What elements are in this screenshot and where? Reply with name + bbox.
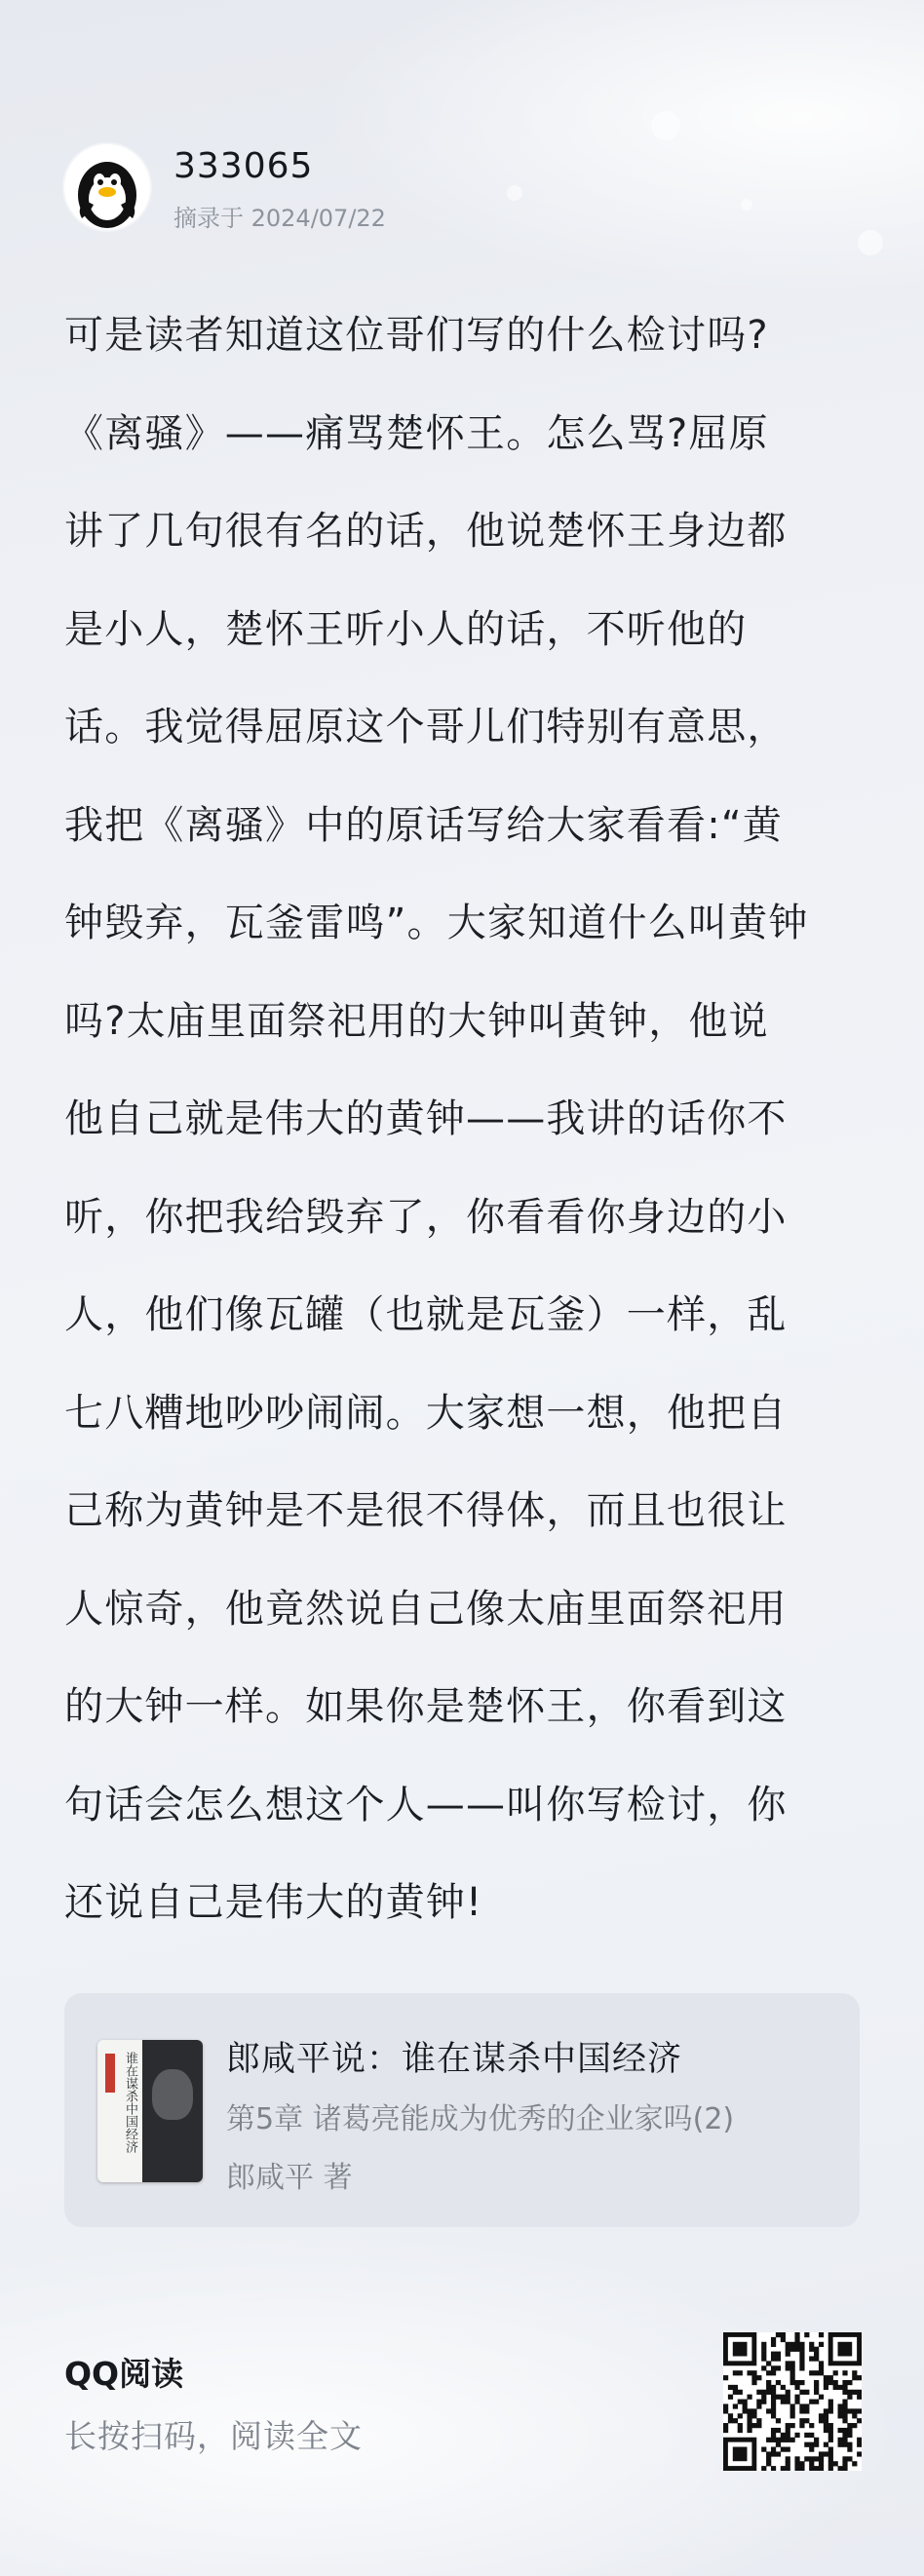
text-line: 话。我觉得屈原这个哥儿们特别有意思， — [64, 705, 788, 750]
book-author: 郎咸平 著 — [226, 2161, 353, 2195]
text-line: 己称为黄钟是不是很不得体，而且也很让 — [64, 1488, 788, 1533]
text-line: 的大钟一样。如果你是楚怀王，你看到这 — [64, 1684, 788, 1729]
text-line: 人惊奇，他竟然说自己像太庙里面祭祀用 — [64, 1586, 788, 1632]
username: 333065 — [173, 146, 314, 186]
qr-code-graphic — [723, 2332, 862, 2471]
text-line: 《离骚》——痛骂楚怀王。怎么骂?屈原 — [64, 410, 769, 456]
qr-code-icon[interactable] — [723, 2332, 862, 2471]
text-line: 听，你把我给毁弃了，你看看你身边的小 — [64, 1194, 788, 1240]
book-card[interactable] — [64, 1993, 860, 2227]
cover-accent — [105, 2054, 115, 2093]
app-brand: QQ阅读 — [64, 2355, 184, 2393]
text-line: 人，他们像瓦罐（也就是瓦釜）一样，乱 — [64, 1292, 788, 1337]
decor-bubble — [858, 230, 883, 255]
text-line: 钟毁弃，瓦釜雷鸣”。大家知道什么叫黄钟 — [64, 901, 809, 945]
excerpt-text — [64, 287, 864, 1952]
text-line: 我把《离骚》中的原话写给大家看看:“黄 — [64, 802, 783, 848]
text-line: 讲了几句很有名的话，他说楚怀王身边都 — [64, 509, 788, 554]
text-line: 可是读者知道这位哥们写的什么检讨吗? — [64, 313, 769, 358]
text-line: 还说自己是伟大的黄钟! — [64, 1880, 483, 1925]
cover-title-text: 谁在谋杀中国经济 — [123, 2052, 137, 2153]
excerpt-date: 摘录于 2024/07/22 — [173, 205, 386, 232]
text-line: 吗?太庙里面祭祀用的大钟叫黄钟，他说 — [64, 998, 769, 1044]
text-line: 他自己就是伟大的黄钟——我讲的话你不 — [64, 1096, 788, 1141]
book-title: 郎咸平说：谁在谋杀中国经济 — [226, 2040, 683, 2079]
book-chapter: 第5章 诸葛亮能成为优秀的企业家吗(2) — [226, 2102, 735, 2136]
text-line: 七八糟地吵吵闹闹。大家想一想，他把自 — [64, 1390, 788, 1436]
penguin-avatar-icon — [64, 144, 150, 230]
decor-bubble — [651, 111, 680, 140]
excerpt-header — [64, 144, 864, 230]
text-line: 是小人，楚怀王听小人的话，不听他的 — [64, 606, 748, 652]
scan-hint: 长按扫码，阅读全文 — [64, 2417, 363, 2455]
cover-portrait — [152, 2069, 193, 2120]
text-line: 句话会怎么想这个人——叫你写检讨，你 — [64, 1782, 788, 1827]
book-cover-image — [97, 2040, 203, 2182]
avatar[interactable] — [64, 144, 150, 230]
